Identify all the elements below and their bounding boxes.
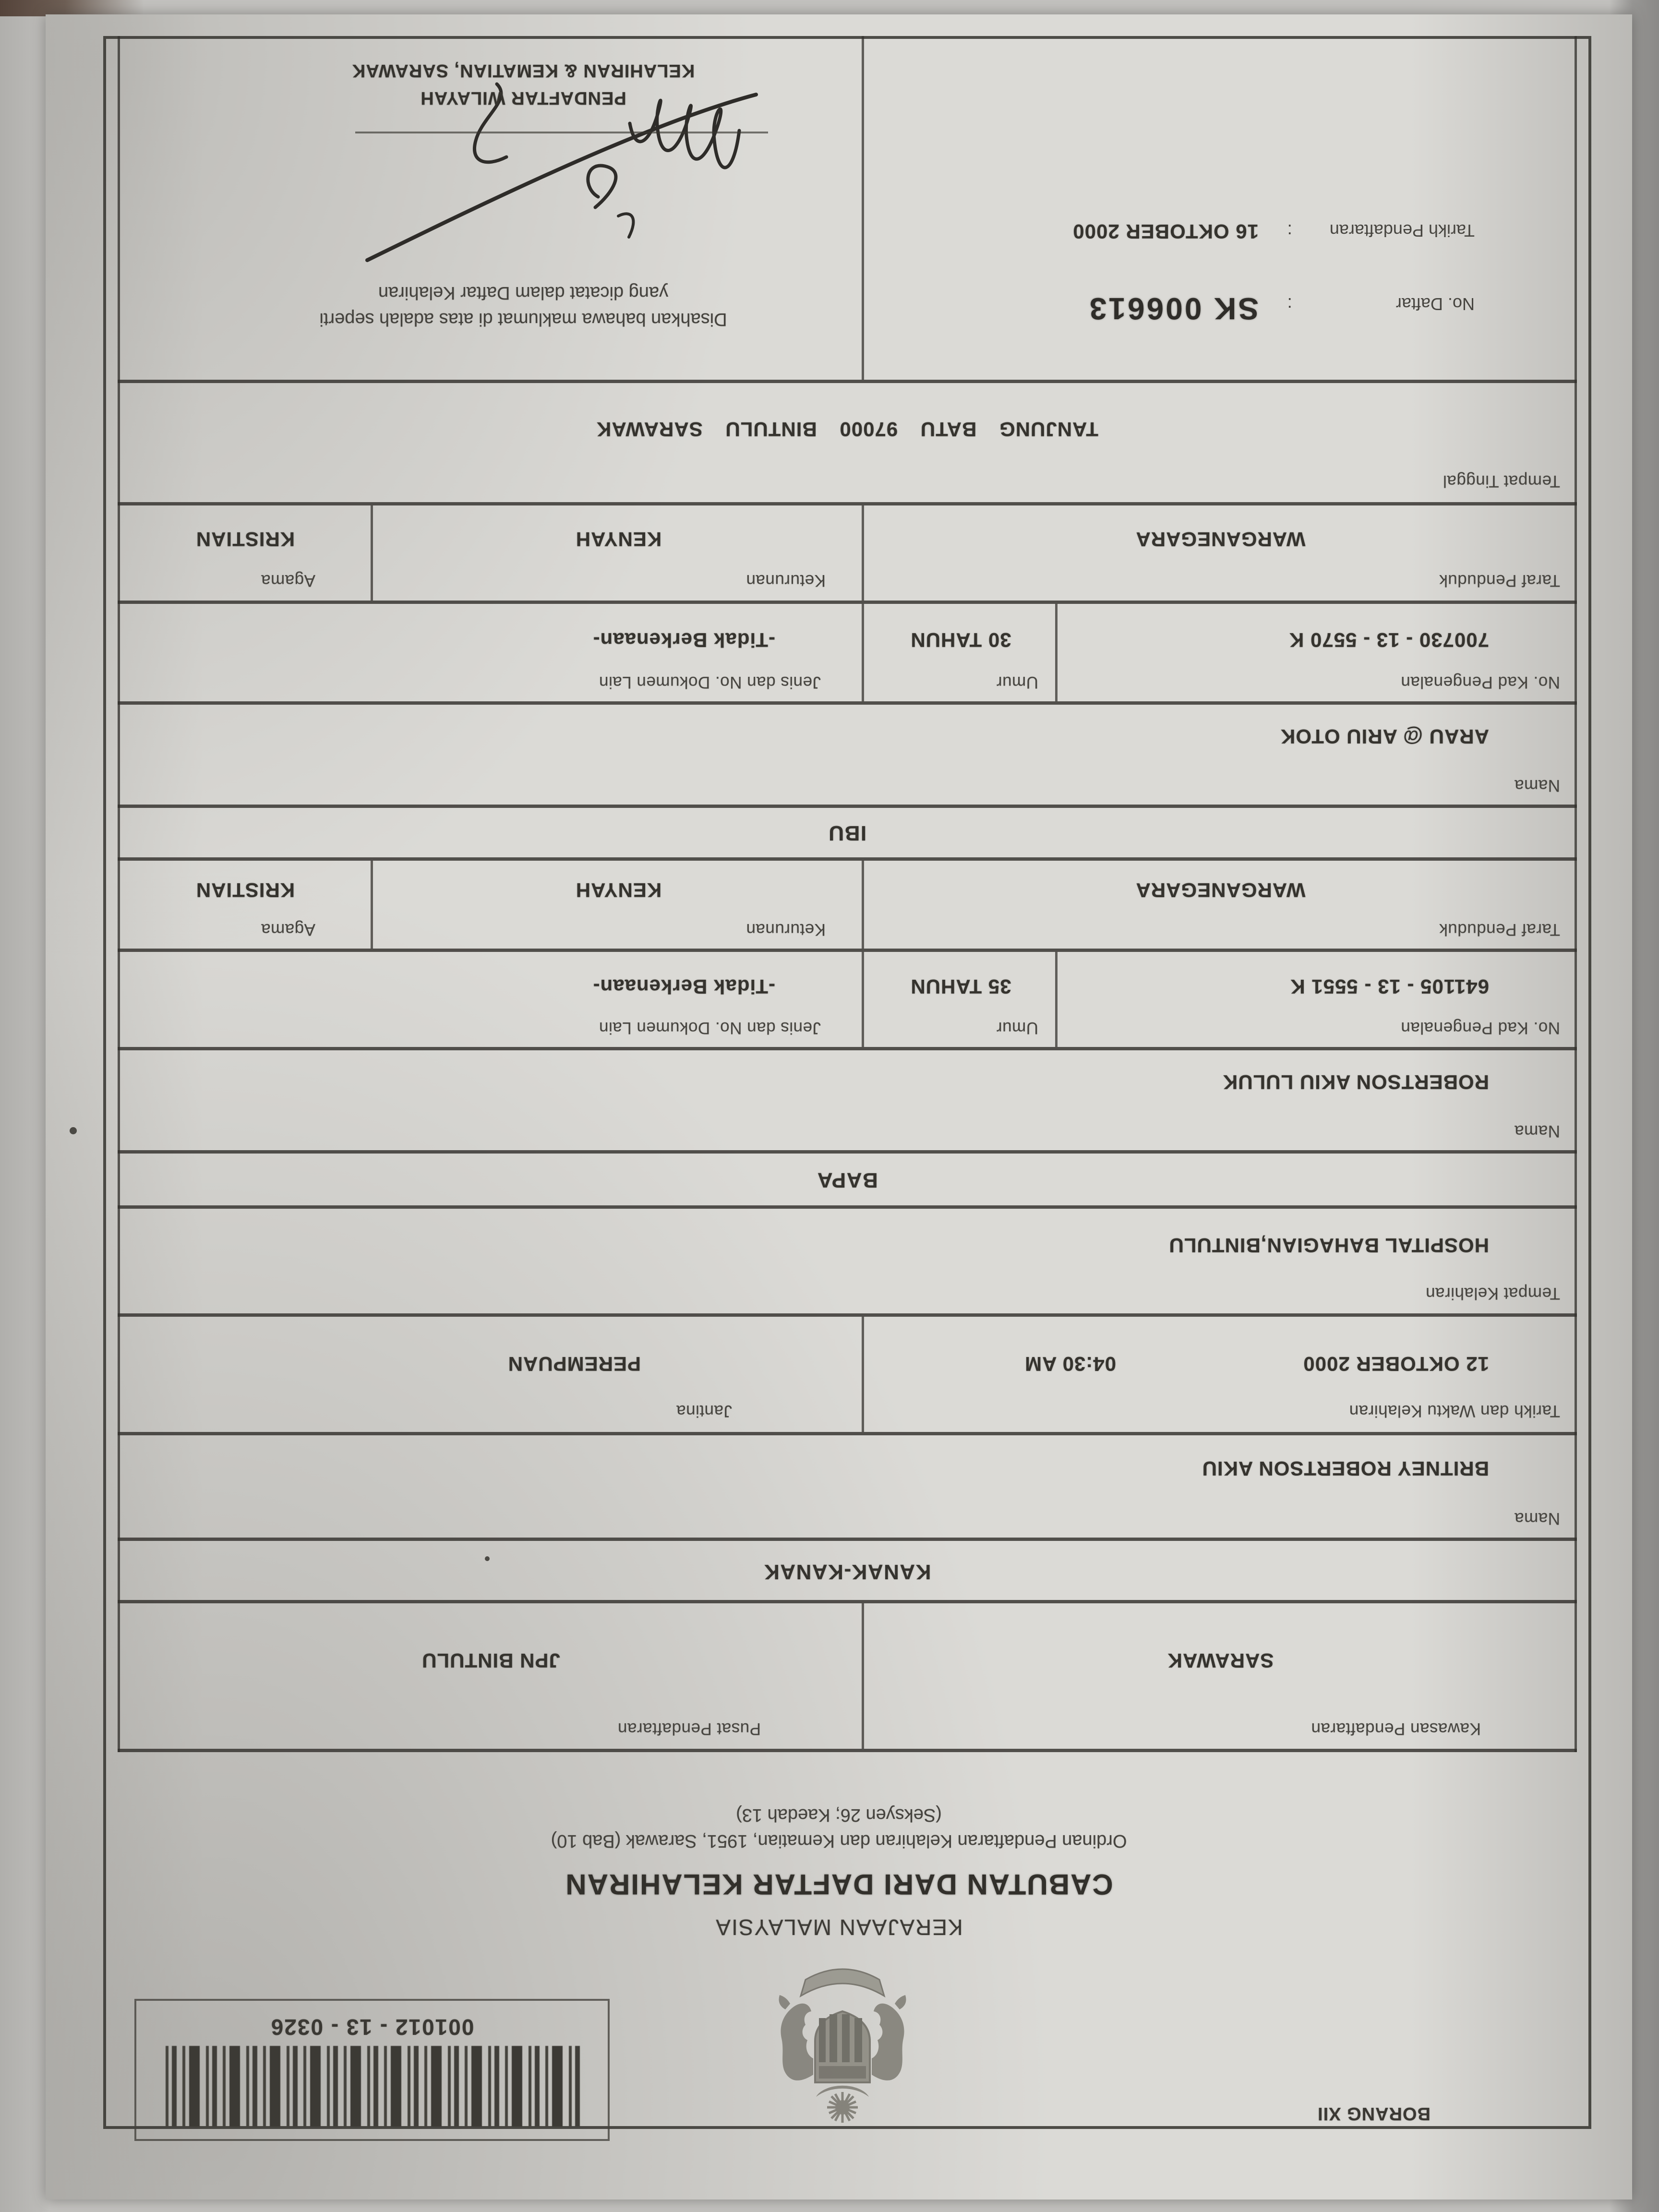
mother-section-header: IBU [828,821,867,845]
row-mother-name [118,705,1577,808]
form-number: BORANG XII [1317,2104,1431,2124]
cell-divider [1055,604,1058,701]
signature-line [355,132,768,133]
father-ic-label: No. Kad Pengenalan [1400,1019,1560,1037]
row-father-status [118,861,1577,952]
row-child-header [118,1541,1577,1603]
no-daftar-label: No. Daftar [1395,294,1475,314]
paper-sheet [46,14,1632,2200]
birth-label: Tarikh dan Waktu Kelahiran [1349,1402,1560,1420]
tempat-tinggal-value: TANJUNG BATU 97000 BINTULU SARAWAK [596,418,1098,441]
father-taraf-label: Taraf Penduduk [1439,920,1560,939]
certification-line1: Disahkan bahawa maklumat di atas adalah seperti [319,309,727,329]
barcode-number: 001012 - 13 - 0326 [270,2015,474,2040]
pusat-value: JPN BINTULU [421,1649,560,1672]
ink-speck [485,1556,490,1561]
mother-agama-value: KRISTIAN [195,528,295,551]
jantina-value: PEREMPUAN [507,1353,641,1375]
child-nama-value: BRITNEY ROBERTSON AKIU [1202,1457,1489,1480]
mother-umur-value: 30 TAHUN [910,629,1011,651]
birth-time-value: 04:30 AM [1024,1353,1116,1375]
father-dokumen-label: Jenis dan No. Dokumen Lain [599,1019,821,1037]
cell-divider [862,36,864,380]
mother-taraf-value: WARGANEGARA [1135,528,1306,551]
certification-text [221,279,826,332]
no-daftar-value: SK 006613 [1087,291,1259,326]
row-father-ic [118,952,1577,1050]
photo-edge-shadow [0,0,144,16]
signer-line2: KELAHIRAN & KEMATIAN, SARAWAK [351,60,695,81]
certification-line2: yang dicatat dalam Daftar Kelahiran [378,282,669,303]
cell-divider [862,1603,864,1749]
row-father-header [118,1154,1577,1209]
cell-divider [1055,952,1058,1047]
colon: : [1287,220,1292,240]
ordinance-line: Ordinan Pendaftaran Kelahiran dan Kematian, 1951, Sarawak (Bab 10) [551,1831,1127,1851]
tarikh-pendaftaran-label: Tarikh Pendaftaran [1329,221,1475,240]
signer-line1: PENDAFTAR WILAYAH [420,88,626,108]
mother-agama-label: Agama [261,571,315,590]
no-daftar-line [1088,291,1475,326]
father-agama-value: KRISTIAN [195,879,295,902]
row-child-name [118,1435,1577,1541]
upside-down-document [46,14,1632,2200]
row-mother-ic [118,604,1577,705]
mother-nama-label: Nama [1514,776,1560,795]
mother-umur-label: Umur [996,673,1038,692]
father-section-header: BAPA [817,1168,878,1192]
pusat-label: Pusat Pendaftaran [617,1719,761,1738]
colon: : [1287,294,1292,314]
section-rule-line: (Seksyen 26; Kaedah 13) [736,1805,942,1825]
father-ic-value: 641105 - 13 - 5551 K [1290,975,1489,998]
mother-nama-value: ARAU @ ARIU OTOK [1280,725,1489,748]
father-keturunan-value: KENYAH [575,879,662,902]
tarikh-pendaftaran-line [1072,220,1475,243]
row-father-name [118,1050,1577,1154]
mother-dokumen-label: Jenis dan No. Dokumen Lain [599,673,821,692]
father-keturunan-label: Keturunan [745,920,826,939]
mother-dokumen-value: -Tidak Berkenaan- [592,629,775,651]
child-section-header: KANAK-KANAK [763,1560,931,1584]
kawasan-value: SARAWAK [1167,1649,1274,1672]
father-dokumen-value: -Tidak Berkenaan- [592,975,775,998]
government-line: KERAJAAN MALAYSIA [715,1915,963,1940]
father-taraf-value: WARGANEGARA [1135,879,1306,902]
document-title: CABUTAN DARI DAFTAR KELAHIRAN [565,1868,1113,1900]
tempat-kelahiran-label: Tempat Kelahiran [1425,1284,1560,1303]
tarikh-pendaftaran-value: 16 OKTOBER 2000 [1072,220,1259,243]
barcode-icon [164,2046,580,2127]
mother-keturunan-value: KENYAH [575,528,662,551]
barcode-box [134,1999,610,2141]
cell-divider [371,861,373,949]
cell-divider [862,505,864,601]
father-agama-label: Agama [261,920,315,939]
row-birthplace [118,1209,1577,1317]
birth-date-value: 12 OKTOBER 2000 [1303,1353,1489,1375]
mother-taraf-label: Taraf Penduduk [1439,571,1560,590]
row-mother-header [118,808,1577,861]
cell-divider [862,952,864,1047]
mother-ic-label: No. Kad Pengenalan [1400,673,1560,692]
tempat-tinggal-label: Tempat Tinggal [1443,472,1560,491]
father-umur-label: Umur [996,1019,1038,1037]
malaysia-coat-of-arms-icon [763,1955,922,2132]
cell-divider [862,604,864,701]
cell-divider [862,1317,864,1432]
father-umur-value: 35 TAHUN [910,975,1011,998]
row-mother-status [118,505,1577,604]
jantina-label: Jantina [676,1402,732,1420]
father-nama-value: ROBERTSON AKIU LULUK [1222,1071,1489,1094]
row-residence [118,383,1577,505]
mother-ic-value: 700730 - 13 - 5570 K [1289,629,1489,651]
kawasan-label: Kawasan Pendaftaran [1311,1719,1481,1738]
mother-keturunan-label: Keturunan [745,571,826,590]
child-nama-label: Nama [1514,1509,1560,1528]
row-registration-area [118,1603,1577,1752]
tempat-kelahiran-value: HOSPITAL BAHAGIAN,BINTULU [1168,1234,1489,1257]
father-nama-label: Nama [1514,1122,1560,1141]
cell-divider [371,505,373,601]
row-birth-datetime [118,1317,1577,1435]
signer-title [221,57,826,111]
cell-divider [862,861,864,949]
